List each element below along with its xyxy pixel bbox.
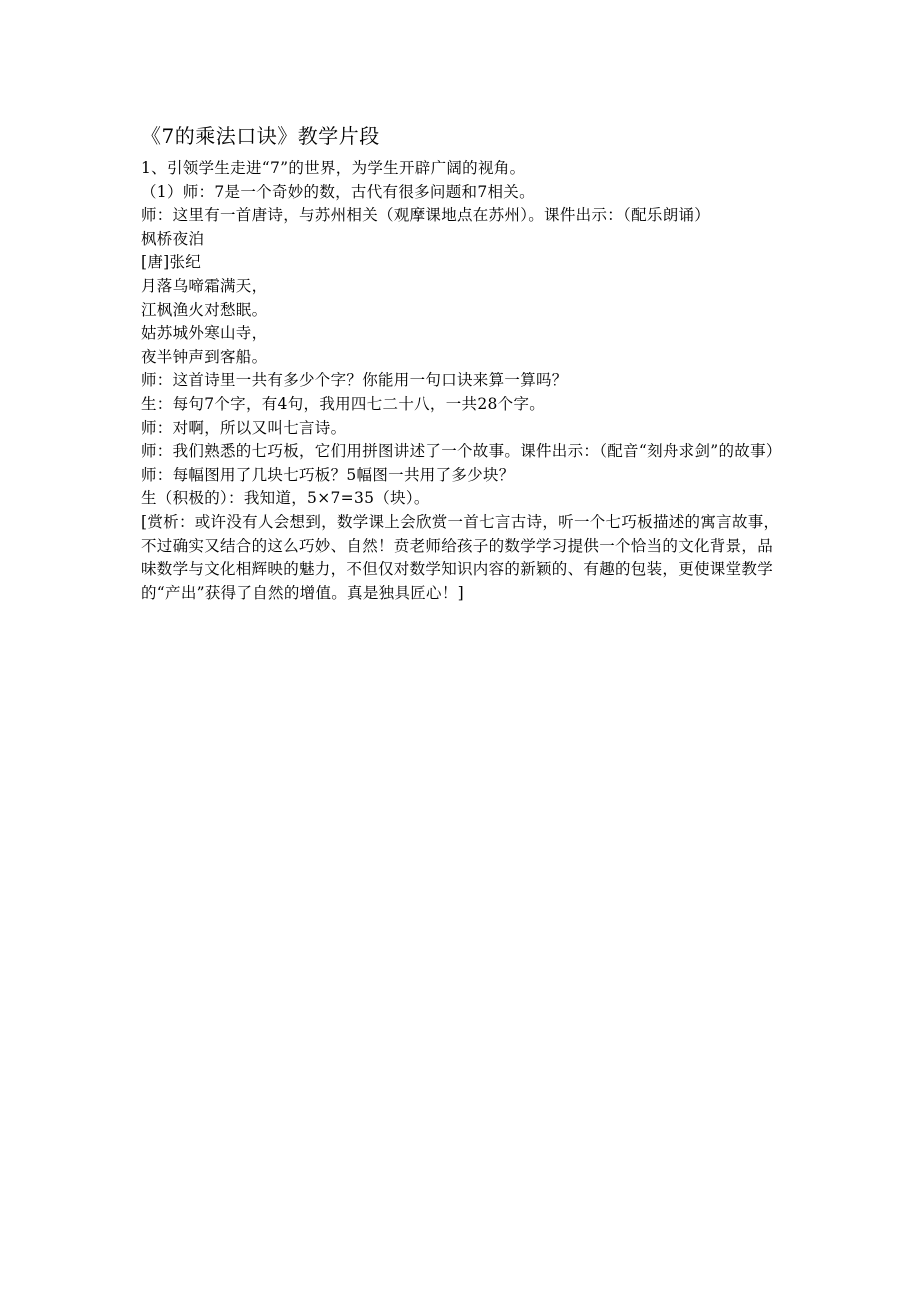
student-line: 生：每句7个字，有4句，我用四七二十八，一共28个字。: [141, 394, 546, 413]
commentary-paragraph: [赏析：或许没有人会想到，数学课上会欣赏一首七言古诗，听一个七巧板描述的寓言故事，不过确实又结合的这么巧妙、自然！贲老师给孩子的数学学习提供一个恰当的文化背景，品味数学与文化相辉映的魅力，不但仅对数学知识内容的新颖的、有趣的包装，更使课堂教学的“产出”获得了自然的增值。真是独具匠心！]: [141, 512, 780, 602]
poem-title: 枫桥夜泊: [141, 229, 205, 248]
section-heading: 1、引领学生走进“7”的世界，为学生开辟广阔的视角。: [141, 159, 526, 177]
poem-author: [唐]张纪: [141, 253, 202, 272]
document-title: 《7的乘法口诀》教学片段: [141, 124, 380, 148]
poem-line: 夜半钟声到客船。: [141, 347, 268, 366]
teacher-line: 师：对啊，所以又叫七言诗。: [141, 418, 347, 437]
teacher-line: 师：我们熟悉的七巧板，它们用拼图讲述了一个故事。课件出示：（配音“刻舟求剑”的故事）: [141, 442, 782, 461]
teacher-line: 师：每幅图用了几块七巧板？5幅图一共用了多少块？: [141, 465, 515, 484]
student-line: 生（积极的）：我知道，5×7=35（块）。: [141, 489, 430, 508]
document-body: [141, 122, 786, 605]
poem-line: 月落乌啼霜满天，: [141, 276, 268, 295]
poem-line: 姑苏城外寒山寺，: [141, 324, 268, 343]
teacher-line: 师：这里有一首唐诗，与苏州相关（观摩课地点在苏州）。课件出示：（配乐朗诵）: [141, 206, 711, 225]
teacher-line: 师：这首诗里一共有多少个字？你能用一句口诀来算一算吗？: [141, 371, 568, 390]
teacher-line: （1）师：7是一个奇妙的数，古代有很多问题和7相关。: [141, 182, 535, 201]
poem-line: 江枫渔火对愁眠。: [141, 300, 268, 319]
